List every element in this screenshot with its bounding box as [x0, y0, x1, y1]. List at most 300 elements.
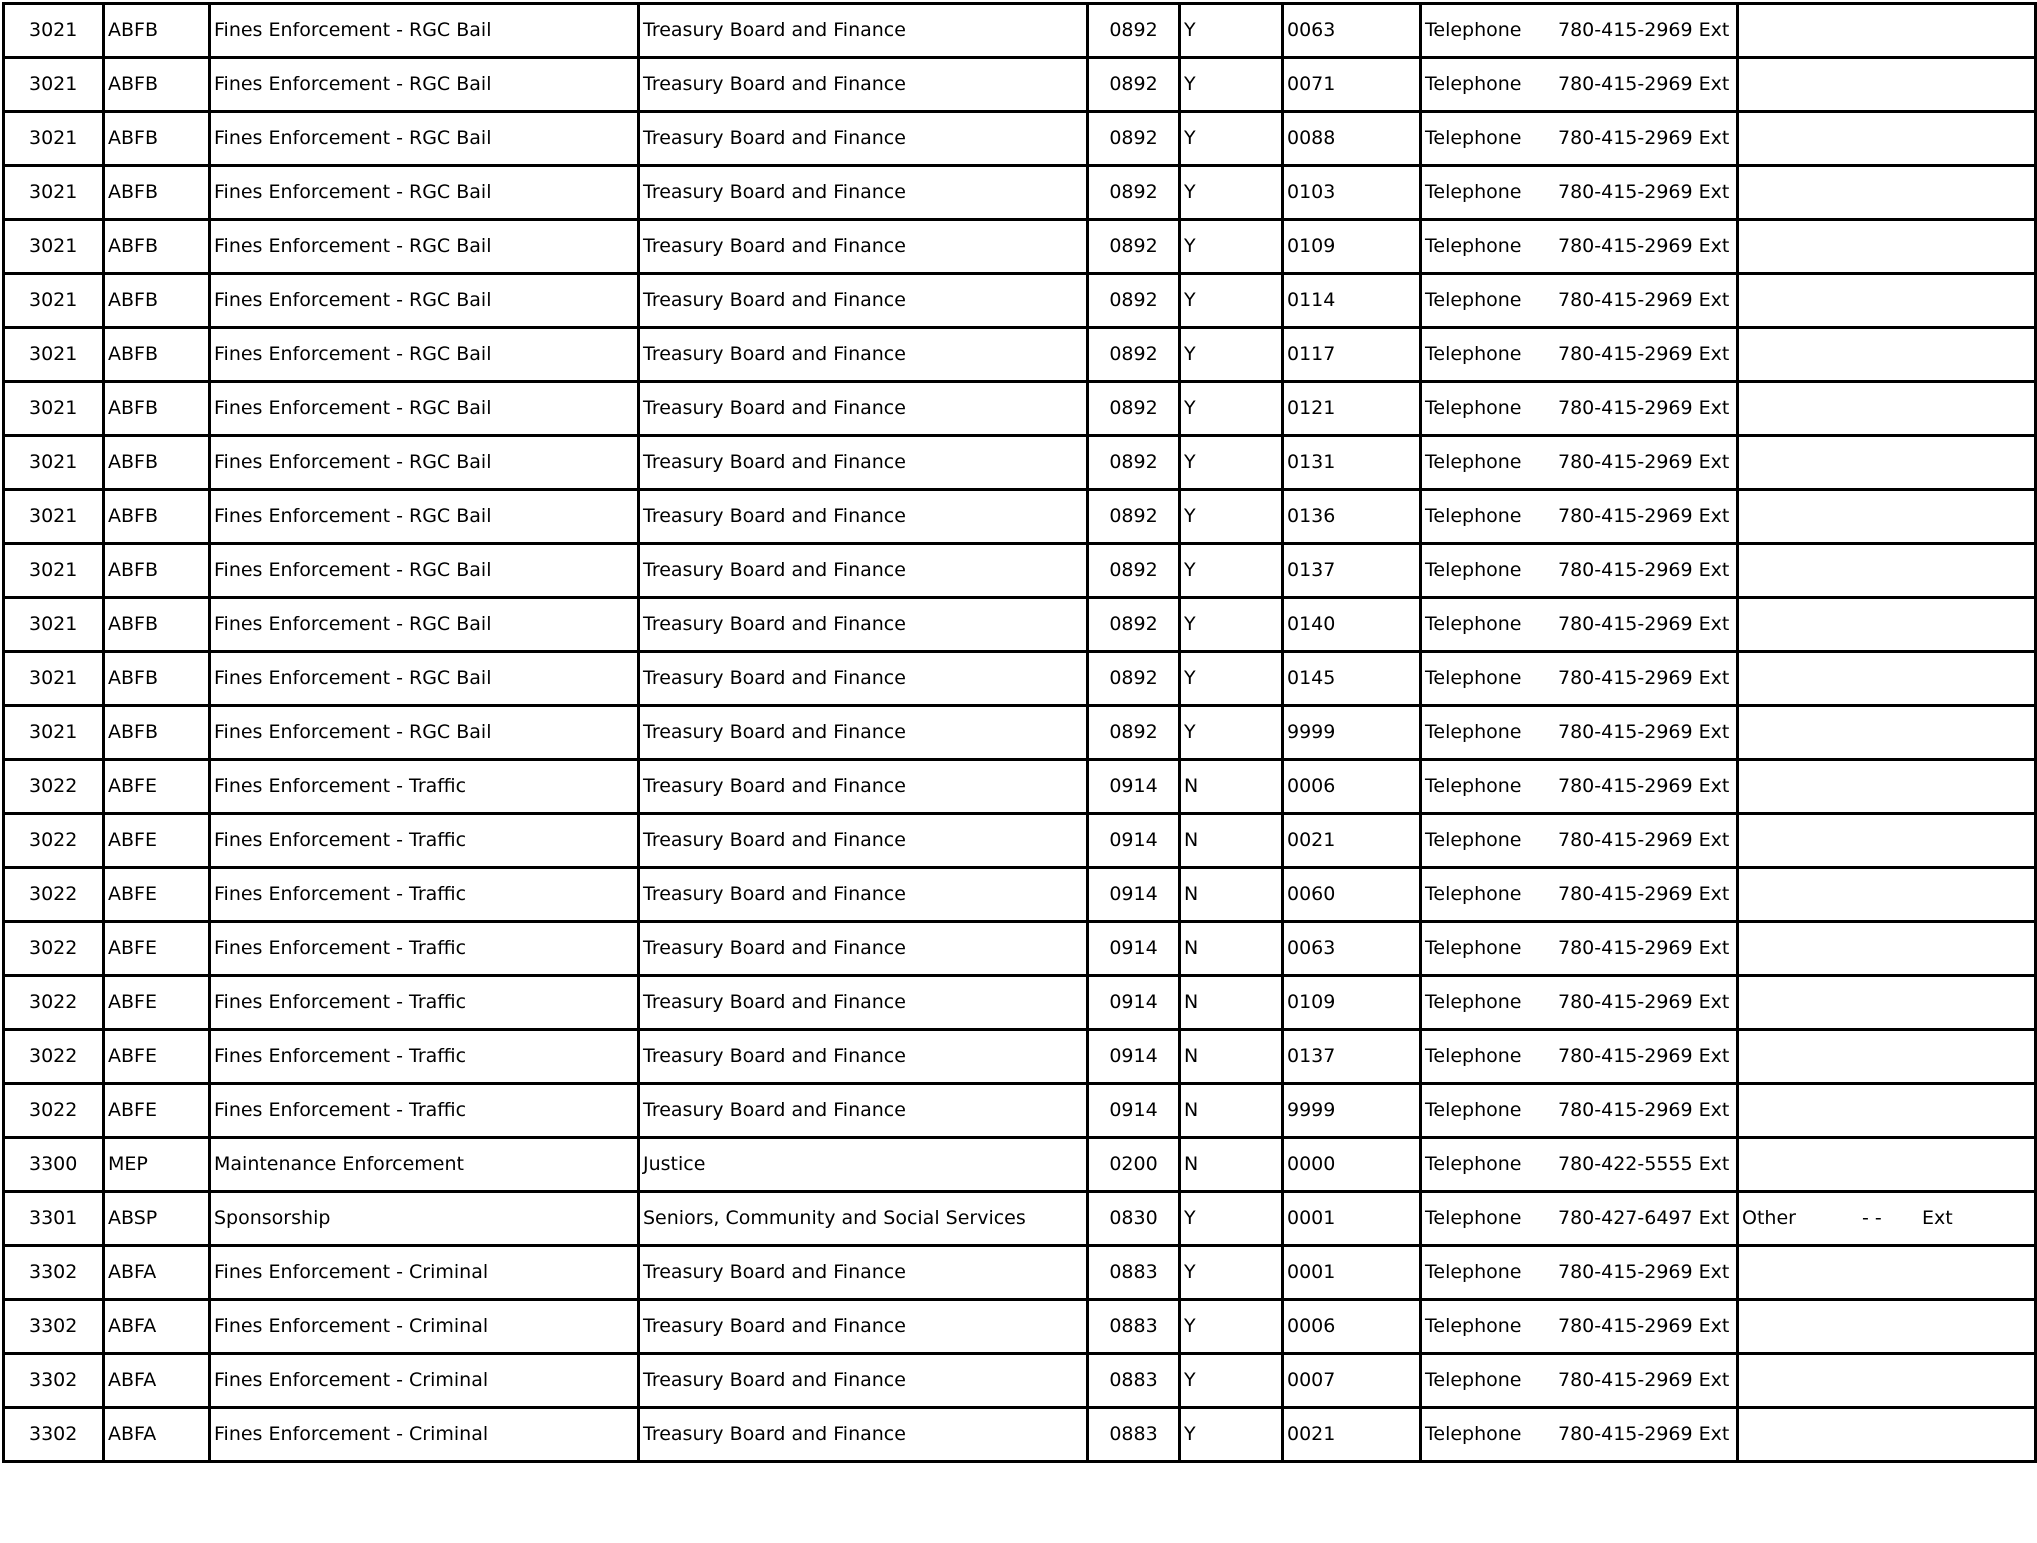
contact-type: Telephone: [1425, 1153, 1522, 1175]
id-cell: 3021: [4, 382, 104, 436]
contact-type: Telephone: [1425, 667, 1522, 689]
code-cell: ABFB: [104, 436, 210, 490]
table-row: [4, 544, 2036, 598]
other-contact-cell: [1738, 868, 2036, 922]
flag-cell: N: [1180, 1030, 1283, 1084]
number-cell: 0892: [1088, 328, 1180, 382]
number-cell: 0892: [1088, 436, 1180, 490]
contact-cell: [1421, 1408, 1738, 1462]
number-cell: 0892: [1088, 58, 1180, 112]
other-contact-cell: [1738, 706, 2036, 760]
contact-cell: [1421, 4, 1738, 58]
code-cell: ABFB: [104, 112, 210, 166]
table-row: [4, 274, 2036, 328]
id-cell: 3021: [4, 328, 104, 382]
sequence-cell: 0136: [1283, 490, 1421, 544]
program-cell: Fines Enforcement - RGC Bail: [210, 382, 639, 436]
flag-cell: N: [1180, 922, 1283, 976]
program-cell: Fines Enforcement - RGC Bail: [210, 706, 639, 760]
program-cell: Fines Enforcement - Traffic: [210, 814, 639, 868]
ministry-cell: Treasury Board and Finance: [639, 1030, 1088, 1084]
contact-cell: [1421, 868, 1738, 922]
code-cell: ABFE: [104, 1030, 210, 1084]
ministry-cell: Treasury Board and Finance: [639, 976, 1088, 1030]
contact-cell: [1421, 598, 1738, 652]
flag-cell: Y: [1180, 4, 1283, 58]
table-row: [4, 814, 2036, 868]
sequence-cell: 0021: [1283, 1408, 1421, 1462]
contact-cell: [1421, 544, 1738, 598]
other-contact-cell: [1738, 652, 2036, 706]
number-cell: 0892: [1088, 490, 1180, 544]
contact-type: Telephone: [1425, 181, 1522, 203]
sequence-cell: 0088: [1283, 112, 1421, 166]
sequence-cell: 0001: [1283, 1246, 1421, 1300]
code-cell: ABFE: [104, 976, 210, 1030]
code-cell: ABFB: [104, 4, 210, 58]
number-cell: 0914: [1088, 976, 1180, 1030]
id-cell: 3022: [4, 1084, 104, 1138]
sequence-cell: 0071: [1283, 58, 1421, 112]
code-cell: ABFA: [104, 1408, 210, 1462]
table-row: [4, 1030, 2036, 1084]
contact-type: Telephone: [1425, 289, 1522, 311]
contact-type: Telephone: [1425, 397, 1522, 419]
number-cell: 0892: [1088, 274, 1180, 328]
other-contact-cell: [1738, 1084, 2036, 1138]
contact-cell: [1421, 760, 1738, 814]
ministry-cell: Treasury Board and Finance: [639, 4, 1088, 58]
code-cell: ABFB: [104, 598, 210, 652]
data-table: [2, 2, 2037, 1463]
contact-cell: [1421, 382, 1738, 436]
other-contact-cell: [1738, 1192, 2036, 1246]
program-cell: Sponsorship: [210, 1192, 639, 1246]
ministry-cell: Treasury Board and Finance: [639, 220, 1088, 274]
id-cell: 3302: [4, 1354, 104, 1408]
flag-cell: Y: [1180, 274, 1283, 328]
code-cell: ABFA: [104, 1300, 210, 1354]
number-cell: 0892: [1088, 4, 1180, 58]
flag-cell: Y: [1180, 1354, 1283, 1408]
id-cell: 3022: [4, 976, 104, 1030]
contact-type: Telephone: [1425, 1099, 1522, 1121]
other-contact-cell: [1738, 1030, 2036, 1084]
ministry-cell: Treasury Board and Finance: [639, 1084, 1088, 1138]
contact-cell: [1421, 58, 1738, 112]
contact-type: Telephone: [1425, 937, 1522, 959]
contact-cell: [1421, 1030, 1738, 1084]
contact-cell: [1421, 976, 1738, 1030]
program-cell: Fines Enforcement - Traffic: [210, 1030, 639, 1084]
number-cell: 0892: [1088, 598, 1180, 652]
program-cell: Fines Enforcement - Traffic: [210, 922, 639, 976]
code-cell: ABFE: [104, 814, 210, 868]
sequence-cell: 0001: [1283, 1192, 1421, 1246]
other-contact-cell: [1738, 490, 2036, 544]
table-row: [4, 652, 2036, 706]
contact-type: Telephone: [1425, 343, 1522, 365]
contact-phone: 780-415-2969 Ext: [1558, 1261, 1730, 1283]
flag-cell: Y: [1180, 706, 1283, 760]
ministry-cell: Treasury Board and Finance: [639, 706, 1088, 760]
table-row: [4, 1192, 2036, 1246]
number-cell: 0914: [1088, 760, 1180, 814]
contact-cell: [1421, 1192, 1738, 1246]
contact-phone: 780-415-2969 Ext: [1558, 181, 1730, 203]
contact-phone: 780-415-2969 Ext: [1558, 1369, 1730, 1391]
contact-type: Telephone: [1425, 1261, 1522, 1283]
sequence-cell: 0063: [1283, 4, 1421, 58]
number-cell: 0892: [1088, 652, 1180, 706]
id-cell: 3022: [4, 814, 104, 868]
contact-cell: [1421, 652, 1738, 706]
number-cell: 0914: [1088, 868, 1180, 922]
flag-cell: Y: [1180, 166, 1283, 220]
flag-cell: Y: [1180, 598, 1283, 652]
ministry-cell: Treasury Board and Finance: [639, 166, 1088, 220]
table-row: [4, 1408, 2036, 1462]
table-row: [4, 436, 2036, 490]
number-cell: 0200: [1088, 1138, 1180, 1192]
number-cell: 0892: [1088, 706, 1180, 760]
code-cell: ABFE: [104, 760, 210, 814]
code-cell: ABSP: [104, 1192, 210, 1246]
contact-type: Telephone: [1425, 559, 1522, 581]
sequence-cell: 9999: [1283, 1084, 1421, 1138]
contact-type: Telephone: [1425, 505, 1522, 527]
other-contact-cell: [1738, 220, 2036, 274]
table-row: [4, 598, 2036, 652]
contact-cell: [1421, 274, 1738, 328]
program-cell: Fines Enforcement - Traffic: [210, 760, 639, 814]
program-cell: Fines Enforcement - RGC Bail: [210, 328, 639, 382]
ministry-cell: Treasury Board and Finance: [639, 328, 1088, 382]
contact-cell: [1421, 922, 1738, 976]
contact-phone: 780-422-5555 Ext: [1558, 1153, 1730, 1175]
table-row: [4, 220, 2036, 274]
number-cell: 0914: [1088, 1030, 1180, 1084]
code-cell: ABFA: [104, 1246, 210, 1300]
sequence-cell: 0109: [1283, 976, 1421, 1030]
id-cell: 3022: [4, 868, 104, 922]
other-contact-cell: [1738, 814, 2036, 868]
flag-cell: Y: [1180, 1408, 1283, 1462]
ministry-cell: Treasury Board and Finance: [639, 1300, 1088, 1354]
id-cell: 3021: [4, 274, 104, 328]
id-cell: 3021: [4, 652, 104, 706]
program-cell: Fines Enforcement - RGC Bail: [210, 166, 639, 220]
contact-phone: 780-415-2969 Ext: [1558, 883, 1730, 905]
id-cell: 3022: [4, 922, 104, 976]
number-cell: 0883: [1088, 1300, 1180, 1354]
id-cell: 3021: [4, 436, 104, 490]
other-contact-cell: [1738, 112, 2036, 166]
other-contact-cell: [1738, 1138, 2036, 1192]
sequence-cell: 0006: [1283, 760, 1421, 814]
other-contact-cell: [1738, 274, 2036, 328]
sequence-cell: 0109: [1283, 220, 1421, 274]
other-contact-cell: [1738, 1300, 2036, 1354]
other-contact-cell: [1738, 166, 2036, 220]
id-cell: 3021: [4, 58, 104, 112]
contact-type: Telephone: [1425, 1369, 1522, 1391]
contact-cell: [1421, 1354, 1738, 1408]
contact-cell: [1421, 1138, 1738, 1192]
other-contact-cell: [1738, 58, 2036, 112]
other-contact-cell: [1738, 436, 2036, 490]
contact-phone: 780-415-2969 Ext: [1558, 775, 1730, 797]
other-contact-cell: [1738, 760, 2036, 814]
sequence-cell: 9999: [1283, 706, 1421, 760]
number-cell: 0892: [1088, 112, 1180, 166]
contact-type: Telephone: [1425, 775, 1522, 797]
ministry-cell: Treasury Board and Finance: [639, 760, 1088, 814]
id-cell: 3021: [4, 544, 104, 598]
program-cell: Fines Enforcement - RGC Bail: [210, 220, 639, 274]
contact-type: Telephone: [1425, 829, 1522, 851]
other-contact-cell: [1738, 976, 2036, 1030]
code-cell: ABFB: [104, 58, 210, 112]
contact-cell: [1421, 328, 1738, 382]
contact-type: Telephone: [1425, 883, 1522, 905]
flag-cell: Y: [1180, 544, 1283, 598]
flag-cell: N: [1180, 814, 1283, 868]
contact-phone: 780-415-2969 Ext: [1558, 829, 1730, 851]
table-row: [4, 868, 2036, 922]
flag-cell: Y: [1180, 382, 1283, 436]
table-row: [4, 382, 2036, 436]
other-contact-cell: [1738, 328, 2036, 382]
sequence-cell: 0131: [1283, 436, 1421, 490]
table-row: [4, 4, 2036, 58]
contact-phone: 780-415-2969 Ext: [1558, 721, 1730, 743]
contact-phone: 780-415-2969 Ext: [1558, 343, 1730, 365]
flag-cell: Y: [1180, 490, 1283, 544]
other-contact-cell: [1738, 4, 2036, 58]
ministry-cell: Treasury Board and Finance: [639, 274, 1088, 328]
flag-cell: N: [1180, 1084, 1283, 1138]
id-cell: 3021: [4, 112, 104, 166]
sequence-cell: 0006: [1283, 1300, 1421, 1354]
contact-cell: [1421, 1084, 1738, 1138]
number-cell: 0892: [1088, 220, 1180, 274]
sequence-cell: 0117: [1283, 328, 1421, 382]
contact-phone: 780-415-2969 Ext: [1558, 1099, 1730, 1121]
contact-cell: [1421, 814, 1738, 868]
number-cell: 0830: [1088, 1192, 1180, 1246]
flag-cell: N: [1180, 760, 1283, 814]
sequence-cell: 0140: [1283, 598, 1421, 652]
table-row: [4, 1354, 2036, 1408]
ministry-cell: Treasury Board and Finance: [639, 544, 1088, 598]
contact-phone: 780-415-2969 Ext: [1558, 235, 1730, 257]
flag-cell: Y: [1180, 1192, 1283, 1246]
code-cell: ABFB: [104, 274, 210, 328]
flag-cell: N: [1180, 1138, 1283, 1192]
number-cell: 0892: [1088, 544, 1180, 598]
id-cell: 3302: [4, 1300, 104, 1354]
sequence-cell: 0021: [1283, 814, 1421, 868]
program-cell: Fines Enforcement - RGC Bail: [210, 4, 639, 58]
ministry-cell: Treasury Board and Finance: [639, 814, 1088, 868]
contact-type: Telephone: [1425, 19, 1522, 41]
number-cell: 0883: [1088, 1408, 1180, 1462]
table-row: [4, 1246, 2036, 1300]
table-row: [4, 112, 2036, 166]
table-row: [4, 976, 2036, 1030]
contact-phone: 780-415-2969 Ext: [1558, 397, 1730, 419]
code-cell: ABFB: [104, 490, 210, 544]
contact-phone: 780-415-2969 Ext: [1558, 19, 1730, 41]
contact-type: Telephone: [1425, 613, 1522, 635]
other-contact-ext: Ext: [1922, 1207, 1953, 1229]
flag-cell: N: [1180, 976, 1283, 1030]
sequence-cell: 0137: [1283, 544, 1421, 598]
sequence-cell: 0000: [1283, 1138, 1421, 1192]
sequence-cell: 0121: [1283, 382, 1421, 436]
program-cell: Fines Enforcement - RGC Bail: [210, 58, 639, 112]
sequence-cell: 0007: [1283, 1354, 1421, 1408]
id-cell: 3021: [4, 490, 104, 544]
program-cell: Fines Enforcement - Criminal: [210, 1354, 639, 1408]
other-contact-cell: [1738, 382, 2036, 436]
sequence-cell: 0063: [1283, 922, 1421, 976]
contact-cell: [1421, 706, 1738, 760]
id-cell: 3302: [4, 1246, 104, 1300]
contact-cell: [1421, 112, 1738, 166]
sequence-cell: 0137: [1283, 1030, 1421, 1084]
ministry-cell: Treasury Board and Finance: [639, 382, 1088, 436]
ministry-cell: Treasury Board and Finance: [639, 868, 1088, 922]
other-contact-cell: [1738, 1408, 2036, 1462]
contact-phone: 780-415-2969 Ext: [1558, 613, 1730, 635]
number-cell: 0914: [1088, 922, 1180, 976]
flag-cell: Y: [1180, 436, 1283, 490]
contact-type: Telephone: [1425, 127, 1522, 149]
contact-cell: [1421, 1300, 1738, 1354]
number-cell: 0883: [1088, 1246, 1180, 1300]
program-cell: Fines Enforcement - RGC Bail: [210, 274, 639, 328]
ministry-cell: Treasury Board and Finance: [639, 1354, 1088, 1408]
sequence-cell: 0103: [1283, 166, 1421, 220]
code-cell: ABFE: [104, 868, 210, 922]
program-cell: Fines Enforcement - Criminal: [210, 1408, 639, 1462]
table-row: [4, 1138, 2036, 1192]
ministry-cell: Treasury Board and Finance: [639, 1246, 1088, 1300]
contact-cell: [1421, 220, 1738, 274]
ministry-cell: Treasury Board and Finance: [639, 490, 1088, 544]
sequence-cell: 0114: [1283, 274, 1421, 328]
other-contact-cell: [1738, 544, 2036, 598]
id-cell: 3022: [4, 760, 104, 814]
contact-cell: [1421, 1246, 1738, 1300]
contact-cell: [1421, 436, 1738, 490]
number-cell: 0914: [1088, 1084, 1180, 1138]
flag-cell: N: [1180, 868, 1283, 922]
contact-type: Telephone: [1425, 235, 1522, 257]
sequence-cell: 0145: [1283, 652, 1421, 706]
code-cell: ABFB: [104, 328, 210, 382]
contact-phone: 780-415-2969 Ext: [1558, 667, 1730, 689]
contact-phone: 780-415-2969 Ext: [1558, 1315, 1730, 1337]
flag-cell: Y: [1180, 652, 1283, 706]
ministry-cell: Seniors, Community and Social Services: [639, 1192, 1088, 1246]
program-cell: Fines Enforcement - Traffic: [210, 1084, 639, 1138]
id-cell: 3021: [4, 706, 104, 760]
code-cell: ABFE: [104, 922, 210, 976]
code-cell: ABFB: [104, 652, 210, 706]
program-cell: Maintenance Enforcement: [210, 1138, 639, 1192]
program-cell: Fines Enforcement - RGC Bail: [210, 436, 639, 490]
ministry-cell: Treasury Board and Finance: [639, 1408, 1088, 1462]
ministry-cell: Treasury Board and Finance: [639, 652, 1088, 706]
table-row: [4, 166, 2036, 220]
contact-phone: 780-415-2969 Ext: [1558, 451, 1730, 473]
code-cell: ABFB: [104, 382, 210, 436]
contact-cell: [1421, 166, 1738, 220]
code-cell: ABFA: [104, 1354, 210, 1408]
other-contact-cell: [1738, 1246, 2036, 1300]
number-cell: 0892: [1088, 166, 1180, 220]
program-cell: Fines Enforcement - RGC Bail: [210, 544, 639, 598]
program-cell: Fines Enforcement - Criminal: [210, 1300, 639, 1354]
program-cell: Fines Enforcement - Traffic: [210, 976, 639, 1030]
contact-type: Telephone: [1425, 1423, 1522, 1445]
other-contact-cell: [1738, 1354, 2036, 1408]
code-cell: ABFB: [104, 220, 210, 274]
id-cell: 3301: [4, 1192, 104, 1246]
contact-type: Telephone: [1425, 991, 1522, 1013]
code-cell: ABFB: [104, 544, 210, 598]
table-row: [4, 922, 2036, 976]
sequence-cell: 0060: [1283, 868, 1421, 922]
ministry-cell: Treasury Board and Finance: [639, 436, 1088, 490]
id-cell: 3300: [4, 1138, 104, 1192]
other-contact-cell: [1738, 598, 2036, 652]
contact-phone: 780-415-2969 Ext: [1558, 937, 1730, 959]
number-cell: 0892: [1088, 382, 1180, 436]
code-cell: ABFE: [104, 1084, 210, 1138]
number-cell: 0883: [1088, 1354, 1180, 1408]
table-row: [4, 760, 2036, 814]
contact-type: Telephone: [1425, 721, 1522, 743]
id-cell: 3021: [4, 166, 104, 220]
other-contact-type: Other: [1742, 1207, 1796, 1229]
code-cell: ABFB: [104, 706, 210, 760]
contact-type: Telephone: [1425, 1207, 1522, 1229]
contact-phone: 780-415-2969 Ext: [1558, 127, 1730, 149]
table-row: [4, 706, 2036, 760]
ministry-cell: Justice: [639, 1138, 1088, 1192]
contact-cell: [1421, 490, 1738, 544]
id-cell: 3302: [4, 1408, 104, 1462]
flag-cell: Y: [1180, 328, 1283, 382]
table-row: [4, 1300, 2036, 1354]
other-contact-phone: - -: [1862, 1207, 1882, 1229]
ministry-cell: Treasury Board and Finance: [639, 598, 1088, 652]
contact-phone: 780-427-6497 Ext: [1558, 1207, 1730, 1229]
program-cell: Fines Enforcement - RGC Bail: [210, 490, 639, 544]
contact-phone: 780-415-2969 Ext: [1558, 73, 1730, 95]
flag-cell: Y: [1180, 58, 1283, 112]
contact-phone: 780-415-2969 Ext: [1558, 289, 1730, 311]
id-cell: 3021: [4, 220, 104, 274]
number-cell: 0914: [1088, 814, 1180, 868]
flag-cell: Y: [1180, 220, 1283, 274]
contact-type: Telephone: [1425, 73, 1522, 95]
table-row: [4, 490, 2036, 544]
